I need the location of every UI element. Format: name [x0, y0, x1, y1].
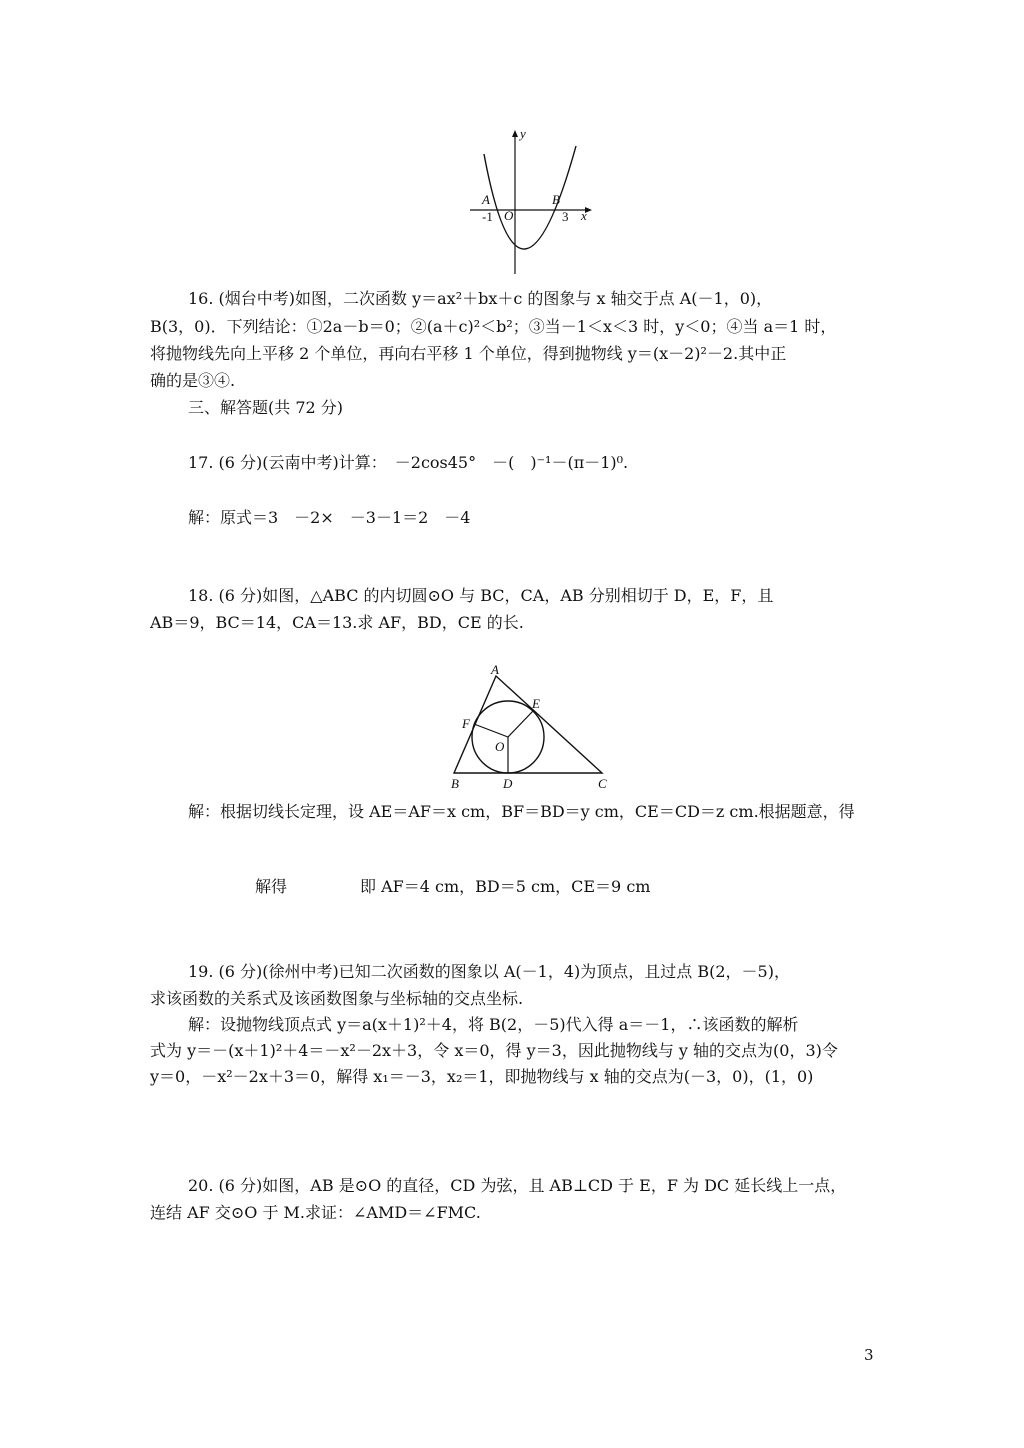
q16-line4: 确的是③④. [150, 371, 236, 390]
section-3-heading: 三、解答题(共 72 分) [188, 398, 344, 417]
q18-answer-result: 即 AF＝4 cm，BD＝5 cm，CE＝9 cm [360, 877, 651, 896]
tick-neg1-label: -1 [482, 209, 493, 224]
q16-line3: 将抛物线先向上平移 2 个单位，再向右平移 1 个单位，得到抛物线 y＝(x－2)²－2.其中正 [150, 344, 787, 363]
tick-3-label: 3 [562, 209, 569, 224]
center-o-label: O [495, 739, 505, 754]
vertex-a-label: A [491, 662, 499, 677]
triangle-incircle-figure [442, 662, 622, 792]
point-d-label: D [503, 776, 513, 791]
q18-answer-line1: 解：根据切线长定理，设 AE＝AF＝x cm，BF＝BD＝y cm，CE＝CD＝z cm.根据题意，得 [188, 802, 855, 821]
q20-line2: 连结 AF 交⊙O 于 M.求证：∠AMD＝∠FMC. [150, 1203, 481, 1222]
q19-line2: 求该函数的关系式及该函数图象与坐标轴的交点坐标. [150, 989, 524, 1008]
q20-line1: 20. (6 分)如图，AB 是⊙O 的直径，CD 为弦，且 AB⊥CD 于 E，F 为 DC 延长线上一点， [188, 1176, 847, 1195]
q18-line2: AB＝9，BC＝14，CA＝13.求 AF，BD，CE 的长. [150, 613, 524, 632]
q19-line5: y＝0，－x²－2x＋3＝0，解得 x₁＝－3，x₂＝1，即抛物线与 x 轴的交点为(－3，0)，(1，0) [150, 1067, 814, 1086]
q17-question: 17. (6 分)(云南中考)计算： －2cos45° －( )⁻¹－(π－1)⁰. [188, 453, 629, 472]
page-number: 3 [864, 1346, 874, 1364]
q17-answer: 解：原式＝3 －2× －3－1＝2 －4 [188, 508, 471, 527]
q19-line4: 式为 y＝－(x＋1)²＋4＝－x²－2x＋3，令 x＝0，得 y＝3，因此抛物线与 y 轴的交点为(0，3)令 [150, 1041, 838, 1060]
q18-line1: 18. (6 分)如图，△ABC 的内切圆⊙O 与 BC，CA，AB 分别相切于 D，E，F，且 [188, 586, 774, 605]
q18-answer-solve: 解得 [255, 877, 288, 896]
point-f-label: F [462, 716, 470, 731]
vertex-c-label: C [598, 776, 607, 791]
parabola-figure [466, 128, 596, 278]
q19-line3: 解：设抛物线顶点式 y＝a(x＋1)²＋4，将 B(2，－5)代入得 a＝－1，∴该函数的解析 [188, 1015, 799, 1034]
q19-line1: 19. (6 分)(徐州中考)已知二次函数的图象以 A(－1，4)为顶点，且过点 B(2，－5)， [188, 962, 790, 981]
y-axis-label: y [520, 128, 526, 141]
x-axis-label: x [581, 208, 587, 223]
q16-line1: 16. (烟台中考)如图，二次函数 y＝ax²＋bx＋c 的图象与 x 轴交于点 A(－1，0)， [188, 289, 773, 308]
point-e-label: E [532, 696, 540, 711]
vertex-b-label: B [451, 776, 459, 791]
q16-line2: B(3，0)．下列结论：①2a－b＝0；②(a＋c)²＜b²；③当－1＜x＜3 时，y＜0；④当 a＝1 时， [150, 317, 837, 336]
point-b-label: B [552, 192, 560, 207]
origin-label: O [504, 208, 514, 223]
point-a-label: A [482, 192, 490, 207]
